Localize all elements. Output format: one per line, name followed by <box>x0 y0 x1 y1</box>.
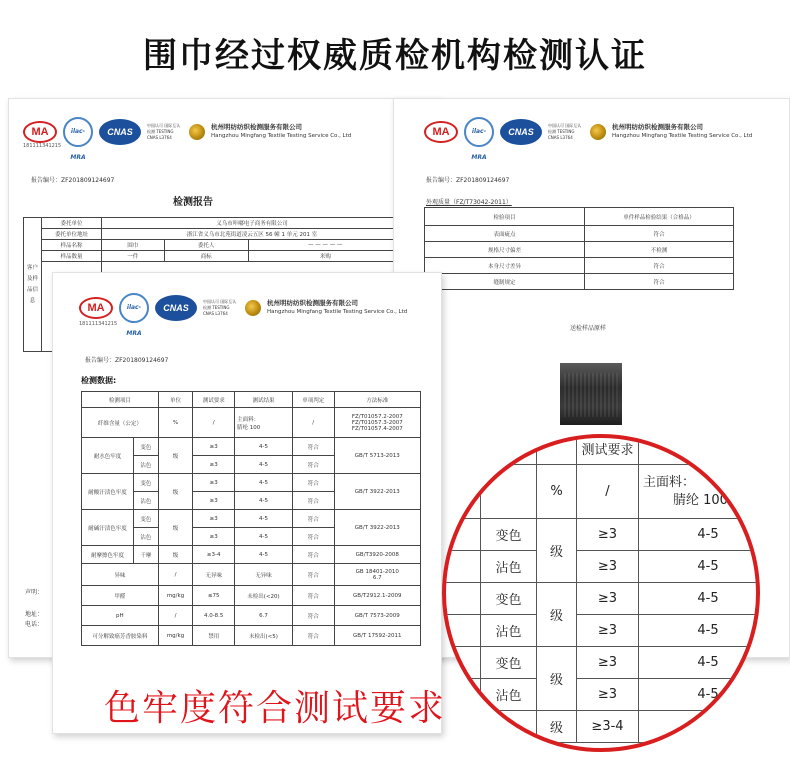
cell: GB/T 3922-2013 <box>334 510 420 546</box>
cell: 符合 <box>292 586 334 606</box>
cell: 级 <box>158 474 193 510</box>
cell: 沾色 <box>134 456 159 474</box>
cnas-text: 中国认可 国际互认 检测 TESTING CNAS L3764 <box>548 123 582 140</box>
photo-label: 送检样品原样 <box>570 325 607 332</box>
report-number: 报告编号：ZF201809124697 <box>31 177 115 184</box>
cell: 级 <box>158 546 193 564</box>
org-name <box>211 123 351 141</box>
cell: / <box>158 564 193 586</box>
cell: 4-5 <box>235 438 293 456</box>
cell: 符合 <box>292 492 334 510</box>
cell: 沾色 <box>134 528 159 546</box>
footer-statement: 声明： <box>25 589 44 596</box>
org-name <box>267 299 407 317</box>
cell: GB/T 5713-2013 <box>334 438 420 474</box>
cell: GB/T 7573-2009 <box>334 606 420 626</box>
cell <box>442 711 481 743</box>
cell: 4-5 <box>639 615 761 647</box>
cell: 纤维含量（公定） <box>82 408 159 438</box>
cell: ≥3 <box>577 519 639 551</box>
cell: 沾色 <box>481 551 537 583</box>
caption-colorfastness: 色牢度符合测试要求 <box>104 688 447 729</box>
cell: 摩 <box>481 711 537 743</box>
cell: 级 <box>158 438 193 474</box>
cell: 符合 <box>292 606 334 626</box>
cell: mg/kg <box>158 626 193 646</box>
cell: % <box>158 408 193 438</box>
scarf-sample-photo <box>560 363 622 425</box>
cell: 变色 <box>134 510 159 528</box>
cell: 4-5 <box>639 583 761 615</box>
logo-bar <box>23 117 352 161</box>
side-label: 客户及样品信息 <box>24 218 42 352</box>
org-name-en: Hangzhou Mingfang Textile Testing Service Co., Ltd <box>211 133 352 139</box>
cell: 4-5 <box>235 510 293 528</box>
org-name-en: Hangzhou Mingfang Textile Testing Service Co., Ltd <box>612 133 753 139</box>
cell: FZ/T01057.2-2007 FZ/T01057.3-2007 FZ/T01057.4-2007 <box>334 408 420 438</box>
magnifier-circle <box>442 434 760 752</box>
cell: 级 <box>537 647 577 711</box>
cell: 缝制规定 <box>425 274 585 290</box>
cell: 4-5 <box>639 551 761 583</box>
cell: ≥3 <box>577 679 639 711</box>
cell: ≥3 <box>577 647 639 679</box>
cell: GB/T2912.1-2009 <box>334 586 420 606</box>
cnas-logo: CNAS <box>155 295 197 321</box>
cell: 沾色 <box>481 615 537 647</box>
cell <box>639 434 761 465</box>
cell: 未检出(<20) <box>235 586 293 606</box>
cell: GB/T 17592-2011 <box>334 626 420 646</box>
cell: 无异味 <box>193 564 235 586</box>
cell: 禁用 <box>193 626 235 646</box>
cell: 沾色 <box>481 679 537 711</box>
footer-phone: 电话： <box>25 621 44 628</box>
cell <box>442 465 481 519</box>
cell: 委托人 <box>164 240 248 251</box>
page-headline: 围巾经过权威质检机构检测认证 <box>143 36 647 76</box>
cell: 级 <box>537 583 577 647</box>
cell <box>442 551 481 583</box>
cell: ≤75 <box>193 586 235 606</box>
cell: 4-5 <box>235 474 293 492</box>
cell <box>442 519 481 551</box>
cnas-text: 中国认可 国际互认 检测 TESTING CNAS L3764 <box>203 299 237 316</box>
cell: 本身尺寸差异 <box>425 258 585 274</box>
cell: 符合 <box>585 258 734 274</box>
header-cell: 检测项目 <box>82 392 159 408</box>
cell: 变色 <box>481 647 537 679</box>
cell: mg/kg <box>158 586 193 606</box>
org-name-en: Hangzhou Mingfang Textile Testing Service Co., Ltd <box>267 309 408 315</box>
cell: 符合 <box>292 626 334 646</box>
cell: 符合 <box>292 546 334 564</box>
cell: 耐碱汗渍色牢度 <box>82 510 134 546</box>
cell: 符合 <box>292 438 334 456</box>
cell: 表面疵点 <box>425 226 585 242</box>
cell: 符合 <box>292 474 334 492</box>
cell <box>442 679 481 711</box>
header-cell: 单项判定 <box>292 392 334 408</box>
org-name <box>612 123 752 141</box>
cell: 商标 <box>164 251 248 262</box>
cell: 耐摩擦色牢度 <box>82 546 134 564</box>
cell: 干摩 <box>134 546 159 564</box>
cell: 符合 <box>585 226 734 242</box>
cnas-text: 中国认可 国际互认 检测 TESTING CNAS L3764 <box>147 123 181 140</box>
mingfang-logo-icon <box>590 124 606 140</box>
cell: 委托单位 <box>42 218 102 229</box>
cell: 一件 <box>102 251 165 262</box>
cell: / <box>193 408 235 438</box>
cell: 样品数量 <box>42 251 102 262</box>
cell: 规格尺寸偏差 <box>425 242 585 258</box>
cell: ≥3 <box>193 510 235 528</box>
ma-number: 181111341215 <box>23 143 62 149</box>
cell: 4-5 <box>235 546 293 564</box>
cnas-logo: CNAS <box>500 119 542 145</box>
cell: 沾色 <box>134 492 159 510</box>
report-title: 检测报告 <box>173 197 213 208</box>
cell: ≥3-4 <box>577 711 639 743</box>
org-name-cn: 杭州明纺纺织检测服务有限公司 <box>211 123 302 131</box>
cell: 样品名称 <box>42 240 102 251</box>
logo-bar <box>424 117 753 161</box>
fiber-result-cell <box>639 465 761 519</box>
cell: 级 <box>537 519 577 583</box>
cell: ≥3 <box>193 492 235 510</box>
cell: 符合 <box>292 510 334 528</box>
ma-logo: MA <box>23 121 57 143</box>
cell: 级 <box>158 510 193 546</box>
cell <box>442 615 481 647</box>
cell <box>442 647 481 679</box>
mingfang-logo-icon <box>189 124 205 140</box>
cell: ≥3-4 <box>193 546 235 564</box>
ma-logo: MA <box>424 121 458 143</box>
appearance-table <box>424 207 734 290</box>
cell: 主面料： 腈纶 100 <box>235 408 293 438</box>
header-cell: 测试结果 <box>235 392 293 408</box>
cell: ≥3 <box>577 615 639 647</box>
cell: 异味 <box>82 564 159 586</box>
cell: ≥3 <box>577 583 639 615</box>
cell: ≥3 <box>577 551 639 583</box>
header-cell: 测试要求 <box>577 434 639 465</box>
mingfang-logo-icon <box>245 300 261 316</box>
cell: 4-5 <box>639 679 761 711</box>
cell <box>537 434 577 465</box>
cell <box>481 465 537 519</box>
cell: 甲醛 <box>82 586 159 606</box>
cell <box>442 583 481 615</box>
cell: GB/T3920-2008 <box>334 546 420 564</box>
cell: 符合 <box>292 456 334 474</box>
org-name-cn: 杭州明纺纺织检测服务有限公司 <box>267 299 358 307</box>
cell: ≥3 <box>193 456 235 474</box>
cell: 委托单位地址 <box>42 229 102 240</box>
cell: / <box>577 465 639 519</box>
cell: 4-5 <box>639 519 761 551</box>
fiber-result-label: 主面料： <box>643 474 696 490</box>
header-cell: 单件样品检验结果（合格品） <box>585 208 734 226</box>
cell: ≥3 <box>193 528 235 546</box>
cell: 4-5 <box>639 711 761 743</box>
cell: / <box>292 408 334 438</box>
cell: 耐水色牢度 <box>82 438 134 474</box>
cell: 无异味 <box>235 564 293 586</box>
cell: 4-5 <box>639 647 761 679</box>
cell: 浙江省义乌市北苑街道凌云五区 56 幢 1 单元 201 室 <box>102 229 403 240</box>
ilac-logo: ilac-MRA <box>63 117 93 147</box>
report-number: 报告编号：ZF201809124697 <box>85 357 169 364</box>
cell: ≥3 <box>193 438 235 456</box>
cell <box>481 434 537 465</box>
cell: — — — — — <box>248 240 402 251</box>
cell: / <box>158 606 193 626</box>
cell: ≥3 <box>193 474 235 492</box>
cell: GB 18401-2010 6.7 <box>334 564 420 586</box>
cell: 变色 <box>481 583 537 615</box>
header-cell: 测试要求 <box>193 392 235 408</box>
zoomed-table <box>442 434 760 743</box>
ilac-logo: ilac-MRA <box>119 293 149 323</box>
header-cell: 检验项目 <box>425 208 585 226</box>
ma-logo: MA <box>79 297 113 319</box>
report-number: 报告编号：ZF201809124697 <box>426 177 510 184</box>
cell: pH <box>82 606 159 626</box>
fiber-result-value: 腈纶 100 <box>673 492 728 508</box>
cell: 4-5 <box>235 456 293 474</box>
data-title: 检测数据: <box>81 376 117 385</box>
cell <box>442 434 481 465</box>
cell: 符合 <box>292 528 334 546</box>
cell: 级 <box>537 711 577 743</box>
cell: 变色 <box>134 438 159 456</box>
cell: 4-5 <box>235 492 293 510</box>
cell: 米购 <box>248 251 402 262</box>
cell: 可分解致癌芳香胺染料 <box>82 626 159 646</box>
cell: 4-5 <box>235 528 293 546</box>
footer-address: 地址： <box>25 611 44 618</box>
test-data-table <box>81 391 421 646</box>
report-sheet-test-data <box>52 272 442 734</box>
cell: 符合 <box>292 564 334 586</box>
cell: 义乌市咔嘟电子商务有限公司 <box>102 218 403 229</box>
cell: 6.7 <box>235 606 293 626</box>
cell: 不检测 <box>585 242 734 258</box>
section-title: 外观质量（FZ/T73042-2011） <box>426 199 512 206</box>
cell: GB/T 3922-2013 <box>334 474 420 510</box>
ma-number: 181111341215 <box>79 321 118 327</box>
cnas-logo: CNAS <box>99 119 141 145</box>
cell: 4.0-8.5 <box>193 606 235 626</box>
cell: 围巾 <box>102 240 165 251</box>
cell: 耐酸汗渍色牢度 <box>82 474 134 510</box>
org-name-cn: 杭州明纺纺织检测服务有限公司 <box>612 123 703 131</box>
cell: % <box>537 465 577 519</box>
cell: 符合 <box>585 274 734 290</box>
ilac-logo: ilac-MRA <box>464 117 494 147</box>
header-cell: 方法标准 <box>334 392 420 408</box>
cell: 未检出(<5) <box>235 626 293 646</box>
cell: 变色 <box>134 474 159 492</box>
cell: 变色 <box>481 519 537 551</box>
header-cell: 单位 <box>158 392 193 408</box>
